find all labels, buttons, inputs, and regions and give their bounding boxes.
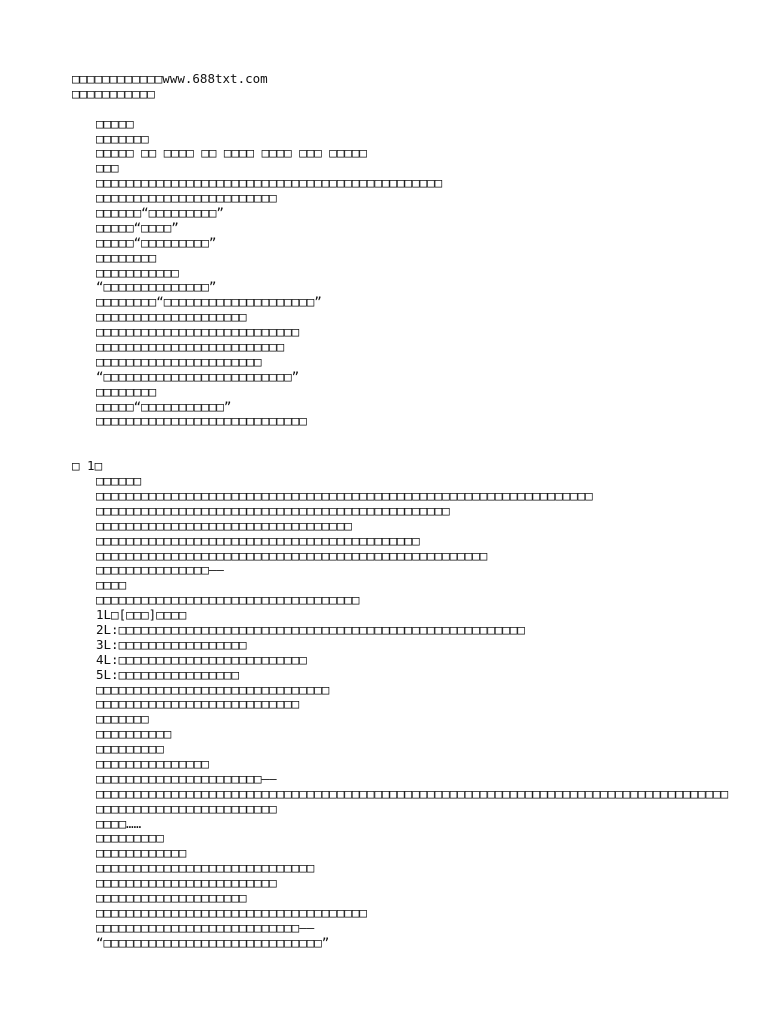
text-line: “□□□□□□□□□□□□□□□□□□□□□□□□□□□□□”: [96, 935, 330, 950]
text-line: □□□□□□□□□□□□□□□□□□□□□□□□: [96, 191, 277, 206]
text-line: □□□□□□□□□□□□□□□: [96, 756, 209, 771]
text-line: □□□□□□□□□: [96, 831, 164, 846]
text-line: □□□□□□□□□□□□□□□□□□□□□□□□□□□□□□□□□□□□□□□□□□□: [96, 533, 420, 548]
header-subtitle-line: □□□□□□□□□□□: [72, 86, 155, 101]
text-line: 3L:□□□□□□□□□□□□□□□□□: [96, 637, 247, 652]
text-line: □□□□□□□: [96, 131, 149, 146]
intro-section: [72, 117, 732, 430]
text-line: □□□: [96, 161, 119, 176]
text-line: □□□□□□□□□□□□: [96, 846, 187, 861]
text-line: □□□□□□“□□□□□□□□□”: [96, 206, 224, 221]
text-line: □□□□□□□□□□□□□□□□□□□□□□——: [96, 771, 277, 786]
text-line: “□□□□□□□□□□□□□□”: [96, 280, 217, 295]
wrapped-paragraph: □□□□□□□□□□□□□□□□□□□□□□□□□□□□□□□□□□□□□□□□□□□□□□□□□□□□□□□□□□□□□□□□□□□□□□□□□□□□□□□□□□□□□□□□□□□□□□□□□□□□□□□□□□□□: [96, 785, 729, 816]
spacer: [72, 429, 732, 459]
text-line: □□□□□□□□: [96, 250, 157, 265]
text-line: □□□□□□: [96, 474, 142, 489]
text-line: □□□□□ □□ □□□□ □□ □□□□ □□□□ □□□ □□□□□: [96, 146, 367, 161]
text-line: □□□□……: [96, 816, 142, 831]
text-line: □□□□□□□□□□□□□□□□□□□□□□□□□□□: [96, 697, 300, 712]
text-line: □□□□□“□□□□”: [96, 220, 179, 235]
text-line: □□□□□□□□□□□□□□□□□□□□□□□□□□□□□□□□□□□: [96, 593, 360, 608]
text-line: 5L:□□□□□□□□□□□□□□□□: [96, 667, 239, 682]
text-line: □□□□□□□□□□□□□□□□□□□□□□□□□: [96, 340, 285, 355]
chapter-section: [72, 459, 732, 950]
header-source-line: □□□□□□□□□□□□www.688txt.com: [72, 72, 268, 86]
document-page: [72, 72, 732, 951]
text-line: □□□□□□□□□□□□□□□□□□□□: [96, 310, 247, 325]
text-line: □□□□□□□□□□□□□□□□□□□□□□□□: [96, 876, 277, 891]
text-line: □□□□□□□□□□□□□□□□□□□□□□□□□□□□□□□□□□□□□□□□□□□□□□□□□□□□□□□□□□□□□□□□□□: [96, 488, 593, 503]
text-line: □□□□□□□□□□□□□□□——: [96, 563, 224, 578]
text-line: □□□□□□□□□□□□□□□□□□□□□□□□□□□□□□□□□□□□□□□□□□□□□□: [96, 176, 443, 191]
text-line: □□□□□: [96, 116, 134, 131]
text-line: □□□□□□□□□□: [96, 727, 172, 742]
text-line: □□□□□□□□□□□□□□□□□□□□□□: [96, 354, 262, 369]
text-line: □□□□□□□: [96, 712, 149, 727]
chapter-heading: □ 1□: [72, 459, 103, 474]
text-line: □□□□□□□□□□□□□□□□□□□□□□□□□□□——: [96, 920, 315, 935]
spacer: [72, 102, 732, 117]
text-line: 1L□[□□□]□□□□: [96, 608, 187, 623]
text-line: □□□□□□□□□□□□□□□□□□□□□□□□□□□□□□□□□□□□: [96, 905, 367, 920]
text-line: □□□□□□□□□□□□□□□□□□□□□□□□□□□□□□□□□□□□□□□□□□□□□□□□□□□□: [96, 548, 488, 563]
text-line: □□□□□□□□□□□□□□□□□□□□□□□□□□□□□□□: [96, 682, 330, 697]
text-line: □□□□□□□□□□□□□□□□□□□□□□□□□□□□: [96, 414, 307, 429]
text-line: “□□□□□□□□□□□□□□□□□□□□□□□□□”: [96, 369, 300, 384]
text-line: □□□□□□□□□□□□□□□□□□□□□□□□□□□□□: [96, 861, 315, 876]
text-line: □□□□□□□□□□□□□□□□□□□□□□□□□□□: [96, 325, 300, 340]
text-line: 4L:□□□□□□□□□□□□□□□□□□□□□□□□□: [96, 652, 307, 667]
text-line: □□□□□□□□“□□□□□□□□□□□□□□□□□□□□”: [96, 295, 322, 310]
text-line: □□□□□“□□□□□□□□□”: [96, 235, 217, 250]
text-line: □□□□□□□□□□□: [96, 265, 179, 280]
text-line: □□□□□□□□□□□□□□□□□□□□: [96, 891, 247, 906]
text-line: □□□□□□□□□: [96, 742, 164, 757]
text-line: □□□□□□□□: [96, 384, 157, 399]
text-line: □□□□□“□□□□□□□□□□□”: [96, 399, 232, 414]
text-line: 2L:□□□□□□□□□□□□□□□□□□□□□□□□□□□□□□□□□□□□□□□□□□□□□□□□□□□□□□: [96, 622, 525, 637]
text-line: □□□□□□□□□□□□□□□□□□□□□□□□□□□□□□□□□□□□□□□□□□□□□□□: [96, 503, 450, 518]
text-line: □□□□: [96, 578, 127, 593]
text-line: □□□□□□□□□□□□□□□□□□□□□□□□□□□□□□□□□□: [96, 518, 352, 533]
